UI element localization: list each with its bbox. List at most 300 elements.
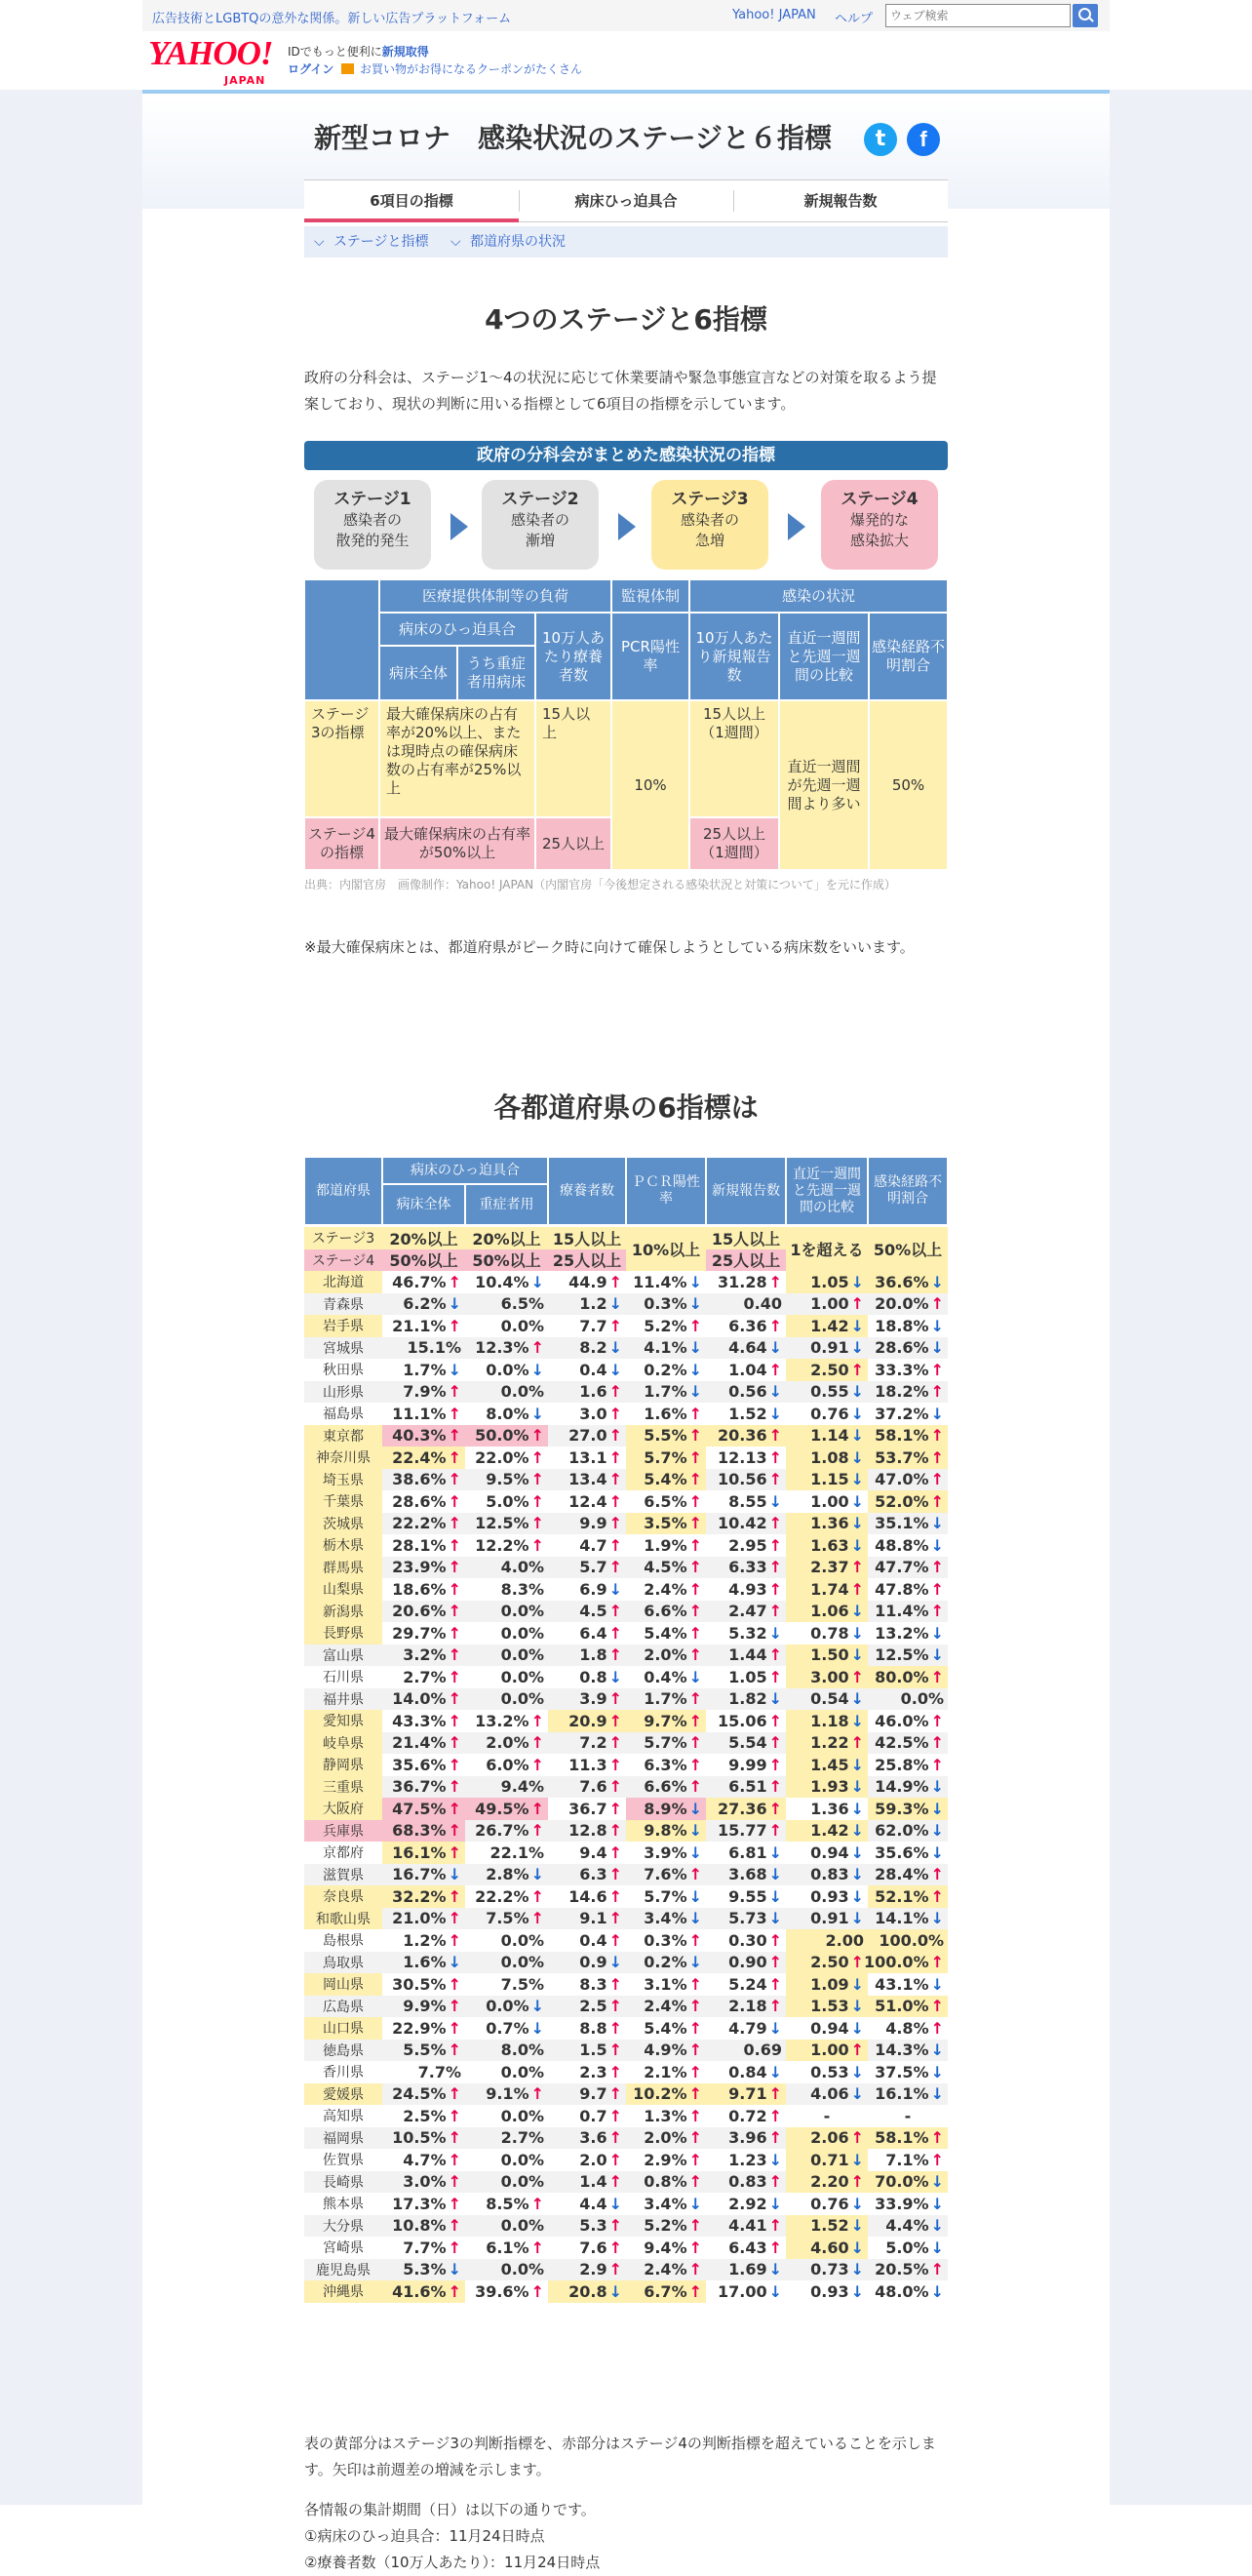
cell-value: 49.5% — [475, 1799, 529, 1818]
table-cell — [548, 1908, 626, 1930]
table-cell — [626, 1425, 706, 1447]
arrow-up-icon: ↑ — [448, 1316, 461, 1335]
cell-value: 5.3% — [403, 2260, 447, 2279]
cell-value: 2.3 — [579, 2062, 607, 2081]
cell-value: 1.04 — [728, 1360, 767, 1379]
table-cell — [868, 1622, 948, 1645]
cell-value: 3.0 — [579, 1404, 607, 1423]
table-cell — [548, 1578, 626, 1601]
cell-value: 14.0% — [392, 1689, 447, 1709]
cell-value: 6.6% — [644, 1777, 687, 1797]
arrow-up-icon: ↑ — [930, 1491, 944, 1511]
cell-value: 1.63 — [810, 1535, 849, 1555]
cell-value: 3.4% — [644, 1909, 687, 1928]
cell-value: 1.44 — [728, 1645, 767, 1665]
arrow-down-icon: ↓ — [930, 1272, 944, 1291]
prefecture-name — [304, 1996, 382, 2018]
stage-3-box: ステージ3 感染者の 急増 — [651, 480, 768, 570]
arrow-up-icon: ↑ — [768, 1667, 782, 1686]
table-cell — [465, 1666, 548, 1688]
cell-value: 奈良県 — [323, 1889, 364, 1906]
arrow-up-icon: ↑ — [608, 1843, 622, 1862]
table-cell — [868, 2061, 948, 2083]
cell-value: 4.9% — [644, 2041, 687, 2060]
table-cell — [868, 2105, 948, 2127]
arrow-up-icon: ↑ — [448, 2150, 461, 2169]
yahoo-japan-link[interactable]: Yahoo! JAPAN — [732, 8, 816, 22]
cell-value: 16.7% — [392, 1865, 447, 1884]
table-cell — [382, 2171, 465, 2194]
arrow-up-icon: ↑ — [688, 1514, 702, 1533]
table-cell — [626, 2237, 706, 2259]
table-cell — [868, 1490, 948, 1513]
arrow-up-icon: ↑ — [608, 2084, 622, 2104]
stage-threshold-s3: 1を超える — [786, 1227, 868, 1271]
cell-value: 44.9 — [568, 1272, 607, 1291]
table-cell — [706, 1973, 786, 1996]
arrow-up-icon: ↑ — [608, 1602, 622, 1621]
arrow-down-icon: ↓ — [930, 1909, 944, 1928]
cell-value: 7.5% — [500, 1974, 544, 1994]
table-cell — [382, 2105, 465, 2127]
cell-value: 0.72 — [728, 2106, 767, 2125]
cell-value: 沖縄県 — [323, 2284, 364, 2301]
cell-value: 1.05 — [728, 1667, 767, 1686]
cell-value: 0.93 — [810, 2281, 849, 2301]
cell-value: 7.6 — [579, 1777, 607, 1797]
table-cell — [868, 1645, 948, 1667]
table-cell — [868, 1447, 948, 1469]
cell-value: 10.4% — [475, 1272, 529, 1291]
arrow-up-icon: ↑ — [768, 1645, 782, 1665]
cell-value: 2.47 — [728, 1602, 767, 1621]
id-promo: IDでもっと便利に新規取得 ログイン お買い物がお得になるクーポンがたくさん — [288, 45, 583, 76]
table-cell — [786, 1710, 868, 1732]
prefecture-name — [304, 2105, 382, 2127]
table-cell — [626, 1534, 706, 1557]
login-link[interactable]: ログイン — [288, 62, 334, 76]
twitter-icon[interactable]: t — [864, 123, 897, 156]
table-cell — [868, 1534, 948, 1557]
cell-value: 0.0% — [500, 1930, 544, 1950]
table-cell — [465, 1315, 548, 1337]
cell-value: 佐賀県 — [323, 2153, 364, 2169]
stage-threshold-s3: ステージ3 — [304, 1227, 382, 1249]
cell-value: 48.0% — [875, 2281, 929, 2301]
table-cell — [868, 1271, 948, 1293]
cell-value: 39.6% — [475, 2281, 529, 2301]
promo-link[interactable]: 広告技術とLGBTQの意外な関係。新しい広告プラットフォーム — [152, 12, 512, 26]
table-cell — [868, 1359, 948, 1381]
cell-value: 三重県 — [323, 1779, 364, 1796]
arrow-up-icon: ↑ — [448, 2238, 461, 2257]
cell-value: 7.7% — [417, 2062, 461, 2081]
table-cell — [706, 2280, 786, 2303]
cell-value: 20.0% — [875, 1294, 929, 1314]
cell-value: 17.00 — [717, 2281, 767, 2301]
cell-value: 0.0% — [500, 1382, 544, 1402]
table-cell — [548, 1601, 626, 1623]
table-cell — [786, 1929, 868, 1952]
cell-value: 1.00 — [810, 1294, 849, 1314]
table-cell — [626, 2105, 706, 2127]
cell-value: 0.90 — [728, 1953, 767, 1972]
table-cell — [548, 2105, 626, 2127]
arrow-down-icon: ↓ — [850, 1514, 864, 1533]
arrow-up-icon: ↑ — [768, 1360, 782, 1379]
table-cell — [786, 1315, 868, 1337]
table-cell — [706, 1952, 786, 1974]
cell-value: 2.9% — [644, 2150, 687, 2169]
cell-value: 滋賀県 — [323, 1867, 364, 1883]
arrow-up-icon: ↑ — [608, 1514, 622, 1533]
cell-value: 2.4% — [644, 1997, 687, 2016]
prefecture-name — [304, 1688, 382, 1711]
table-cell — [465, 1820, 548, 1843]
table-cell — [626, 2061, 706, 2083]
table-cell — [465, 1557, 548, 1579]
table-cell — [465, 1447, 548, 1469]
table-cell — [548, 1425, 626, 1447]
table-cell — [706, 2171, 786, 2194]
cell-value: 18.8% — [875, 1316, 929, 1335]
arrow-up-icon: ↑ — [930, 1602, 944, 1621]
cell-value: 68.3% — [392, 1821, 447, 1841]
table-cell — [382, 1929, 465, 1952]
table-cell — [465, 2259, 548, 2281]
cell-value: 2.7% — [500, 2128, 544, 2148]
table-cell — [786, 2149, 868, 2171]
table-notes: 表の黄部分はステージ3の判断指標を、赤部分はステージ4の判断指標を超えていることを示します。矢印は前週差の増減を示します。 各情報の集計期間（日）は以下の通りです。 ①病床のひっ迫具合：11月24日時点 ②療養者数（10万人あたり）：11月24日時点 — [304, 2435, 936, 2571]
cell-value: 11.1% — [392, 1404, 447, 1423]
cell-value: 11.3 — [568, 1755, 607, 1774]
cell-value: 33.3% — [875, 1360, 929, 1379]
cell-value: 12.4 — [568, 1491, 607, 1511]
cell-value: 1.15 — [810, 1470, 849, 1489]
cell-value: 1.4 — [579, 2172, 607, 2192]
table-cell — [548, 2259, 626, 2281]
arrow-down-icon: ↓ — [530, 1404, 544, 1423]
cell-value: 鹿児島県 — [316, 2262, 371, 2279]
arrow-up-icon: ↑ — [608, 2238, 622, 2257]
search-icon[interactable] — [1073, 4, 1098, 27]
cell-value: 0.4% — [644, 1667, 687, 1686]
arrow-up-icon: ↑ — [930, 2018, 944, 2038]
cell-value: 3.1% — [644, 1974, 687, 1994]
arrow-up-icon: ↑ — [850, 2041, 864, 2060]
cell-value: 0.0% — [500, 1316, 544, 1335]
cell-value: 9.8% — [644, 1821, 687, 1841]
table-cell — [382, 2127, 465, 2150]
arrow-up-icon: ↑ — [530, 1491, 544, 1511]
chevron-down-icon: ⌵ — [450, 234, 461, 250]
table-cell — [382, 1359, 465, 1381]
prefecture-name — [304, 2083, 382, 2106]
cell-value: 9.9% — [403, 1997, 447, 2016]
tab-bar — [304, 179, 948, 222]
table-cell — [868, 2215, 948, 2238]
prefecture-name — [304, 1513, 382, 1535]
arrow-down-icon: ↓ — [850, 1821, 864, 1841]
arrow-up-icon: ↑ — [530, 1886, 544, 1906]
table-cell — [382, 1513, 465, 1535]
coupon-link[interactable]: お買い物がお得になるクーポンがたくさん — [360, 62, 583, 76]
arrow-down-icon: ↓ — [930, 1777, 944, 1797]
anchor-stages[interactable]: ステージと指標 — [333, 234, 429, 250]
arrow-up-icon: ↑ — [850, 1579, 864, 1599]
arrow-down-icon: ↓ — [930, 2281, 944, 2301]
arrow-down-icon: ↓ — [768, 1843, 782, 1862]
table-cell — [382, 2040, 465, 2062]
table-cell — [786, 1534, 868, 1557]
table-cell — [548, 2083, 626, 2106]
cell-value: 0.69 — [743, 2041, 782, 2060]
prefecture-name — [304, 1666, 382, 1688]
figure-title: 政府の分科会がまとめた感染状況の指標 — [304, 441, 948, 470]
table-cell — [786, 1557, 868, 1579]
table-cell — [786, 1337, 868, 1360]
arrow-up-icon: ↑ — [768, 1997, 782, 2016]
table-cell — [465, 2083, 548, 2106]
signup-link[interactable]: 新規取得 — [381, 45, 429, 59]
cell-value: 1.14 — [810, 1426, 849, 1446]
arrow-down-icon: ↓ — [850, 1426, 864, 1446]
arrow-up-icon: ↑ — [688, 2128, 702, 2148]
arrow-up-icon: ↑ — [930, 1865, 944, 1884]
cell-value: 2.00 — [825, 1930, 864, 1950]
cell-value: 5.4% — [644, 2018, 687, 2038]
cell-value: 9.4% — [644, 2238, 687, 2257]
table-cell — [548, 1447, 626, 1469]
anchor-prefectures[interactable]: 都道府県の状況 — [470, 234, 566, 250]
arrow-down-icon: ↓ — [850, 2150, 864, 2169]
arrow-up-icon: ↑ — [688, 1645, 702, 1665]
cell-value: 秋田県 — [323, 1363, 364, 1379]
stage-threshold-s3: 20%以上 — [465, 1227, 548, 1249]
table-cell — [626, 1513, 706, 1535]
cell-value: 長野県 — [323, 1626, 364, 1643]
table-cell — [868, 2083, 948, 2106]
cell-value: 41.6% — [392, 2281, 447, 2301]
cell-value: 1.23 — [728, 2150, 767, 2169]
table-cell — [786, 1952, 868, 1974]
arrow-down-icon: ↓ — [850, 1470, 864, 1489]
table-cell — [382, 1601, 465, 1623]
table-cell — [706, 1798, 786, 1820]
cell-value: 1.22 — [810, 1733, 849, 1753]
cell-value: 4.4% — [885, 2216, 929, 2236]
table-cell — [465, 1798, 548, 1820]
arrow-down-icon: ↓ — [850, 1909, 864, 1928]
cell-value: 2.18 — [728, 1997, 767, 2016]
arrow-up-icon: ↑ — [768, 1930, 782, 1950]
arrow-up-icon: ↑ — [448, 1997, 461, 2016]
arrow-up-icon: ↑ — [530, 1821, 544, 1841]
arrow-up-icon: ↑ — [530, 1447, 544, 1467]
arrow-down-icon: ↓ — [530, 2018, 544, 2038]
arrow-down-icon: ↓ — [688, 1821, 702, 1841]
arrow-up-icon: ↑ — [768, 1777, 782, 1797]
prefecture-name — [304, 1973, 382, 1996]
arrow-down-icon: ↓ — [850, 2062, 864, 2081]
cell-value: 0.0% — [500, 1953, 544, 1972]
arrow-down-icon: ↓ — [608, 2281, 622, 2301]
cell-value: 20.5% — [875, 2260, 929, 2279]
cell-value: 12.13 — [717, 1447, 767, 1467]
table-cell — [465, 2061, 548, 2083]
table-cell — [548, 1710, 626, 1732]
tab-bed-pressure[interactable]: 病床ひっ迫具合 — [574, 192, 678, 210]
cell-value: 43.3% — [392, 1711, 447, 1730]
table-cell — [868, 2193, 948, 2215]
arrow-up-icon: ↑ — [688, 1447, 702, 1467]
cell-value: 3.0% — [403, 2172, 447, 2192]
header-recuperate: 療養者数 — [548, 1157, 626, 1225]
cell-value: 1.52 — [728, 1404, 767, 1423]
table-cell — [706, 1929, 786, 1952]
cell-value: 47.5% — [392, 1799, 447, 1818]
cell-value: 8.0% — [486, 1404, 529, 1423]
cell-value: 0.78 — [810, 1623, 849, 1643]
table-cell — [786, 2127, 868, 2150]
tab-new-reports[interactable]: 新規報告数 — [803, 192, 878, 210]
table-cell — [706, 1645, 786, 1667]
figure-header-bed-all: 病床全体 — [379, 646, 457, 700]
cell-value: 0.0% — [500, 1667, 544, 1686]
table-cell — [465, 2237, 548, 2259]
table-cell — [626, 1710, 706, 1732]
cell-value: 20.36 — [717, 1426, 767, 1446]
arrow-up-icon: ↑ — [448, 2194, 461, 2213]
table-cell — [548, 1776, 626, 1799]
cell-value: 熊本県 — [323, 2197, 364, 2213]
table-cell — [786, 1688, 868, 1711]
arrow-up-icon: ↑ — [850, 1294, 864, 1314]
figure-header-compare: 直近一週間と先週一週間の比較 — [779, 613, 869, 700]
table-cell — [548, 1557, 626, 1579]
table-cell — [868, 2171, 948, 2194]
table-cell — [868, 1820, 948, 1843]
table-cell — [626, 1381, 706, 1404]
table-cell — [382, 2215, 465, 2238]
table-cell — [548, 1754, 626, 1776]
figure-pcr-value: 10% — [611, 700, 689, 870]
table-cell — [465, 1293, 548, 1316]
arrow-down-icon: ↓ — [930, 2041, 944, 2060]
arrow-up-icon: ↑ — [688, 1974, 702, 1994]
table-cell — [626, 1622, 706, 1645]
cell-value: 0.0% — [500, 2172, 544, 2192]
arrow-down-icon: ↓ — [530, 1360, 544, 1379]
table-cell — [786, 1490, 868, 1513]
arrow-down-icon: ↓ — [688, 1360, 702, 1379]
arrow-down-icon: ↓ — [930, 2084, 944, 2104]
table-cell — [868, 1908, 948, 1930]
yahoo-logo[interactable]: YAHOO! JAPAN — [148, 34, 273, 87]
facebook-icon[interactable]: f — [907, 123, 940, 156]
cell-value: 2.20 — [810, 2172, 849, 2192]
header-pcr: ＰＣＲ陽性率 — [626, 1157, 706, 1225]
cell-value: 6.36 — [728, 1316, 767, 1335]
cell-value: 11.4% — [875, 1602, 929, 1621]
arrow-up-icon: ↑ — [768, 2128, 782, 2148]
cell-value: 16.1% — [875, 2084, 929, 2104]
arrow-up-icon: ↑ — [930, 1579, 944, 1599]
table-cell — [465, 1952, 548, 1974]
arrow-down-icon: ↓ — [930, 2216, 944, 2236]
table-cell — [465, 1688, 548, 1711]
help-link[interactable]: ヘルプ — [835, 12, 874, 26]
cell-value: 7.9% — [403, 1382, 447, 1402]
table-cell — [548, 1929, 626, 1952]
cell-value: 0.0% — [486, 1997, 529, 2016]
arrow-up-icon: ↑ — [768, 1821, 782, 1841]
cell-value: 1.93 — [810, 1777, 849, 1797]
stage-threshold-s4: 25人以上 — [706, 1249, 786, 1272]
cell-value: 3.9 — [579, 1689, 607, 1709]
cell-value: 0.55 — [810, 1382, 849, 1402]
cell-value: 4.41 — [728, 2216, 767, 2236]
table-cell — [626, 1645, 706, 1667]
arrow-up-icon: ↑ — [930, 1711, 944, 1730]
table-cell — [465, 2149, 548, 2171]
table-cell — [465, 2127, 548, 2150]
table-cell — [626, 1776, 706, 1799]
prefecture-name — [304, 1534, 382, 1557]
cell-value: 52.0% — [875, 1491, 929, 1511]
cell-value: 8.5% — [486, 2194, 529, 2213]
table-cell — [868, 1973, 948, 1996]
table-cell — [548, 1688, 626, 1711]
arrow-up-icon: ↑ — [448, 1689, 461, 1709]
arrow-up-icon: ↑ — [768, 2172, 782, 2192]
figure-header-medical: 医療提供体制等の負荷 — [379, 579, 611, 613]
header-compare: 直近一週間と先週一週間の比較 — [786, 1157, 868, 1225]
table-cell — [465, 1469, 548, 1491]
cell-value: 11.4% — [633, 1272, 687, 1291]
table-cell — [626, 1490, 706, 1513]
arrow-up-icon: ↑ — [930, 1558, 944, 1577]
cell-value: 15.1% — [407, 1338, 461, 1358]
arrow-down-icon: ↓ — [688, 1909, 702, 1928]
arrow-up-icon: ↑ — [530, 1799, 544, 1818]
arrow-right-icon — [618, 513, 636, 540]
cell-value: 0.3% — [644, 1930, 687, 1950]
prefecture-name — [304, 1776, 382, 1799]
stage-threshold-s3: 10%以上 — [626, 1227, 706, 1271]
table-cell — [626, 1293, 706, 1316]
cell-value: 愛知県 — [323, 1714, 364, 1730]
arrow-up-icon: ↑ — [448, 1843, 461, 1862]
arrow-down-icon: ↓ — [608, 1294, 622, 1314]
cell-value: 3.6 — [579, 2128, 607, 2148]
stage-threshold-s4: 25人以上 — [548, 1249, 626, 1272]
cell-value: 2.0% — [486, 1733, 529, 1753]
cell-value: 23.9% — [392, 1558, 447, 1577]
figure-stage4-new: 25人以上（1週間） — [689, 817, 779, 870]
arrow-up-icon: ↑ — [608, 1997, 622, 2016]
arrow-down-icon: ↓ — [608, 1360, 622, 1379]
arrow-down-icon: ↓ — [930, 2062, 944, 2081]
table-cell — [382, 1403, 465, 1425]
cell-value: 70.0% — [875, 2172, 929, 2192]
table-cell — [786, 2280, 868, 2303]
tab-six-indicators[interactable]: 6項目の指標 — [304, 180, 519, 222]
arrow-up-icon: ↑ — [688, 1535, 702, 1555]
search-input[interactable] — [885, 4, 1071, 27]
table-cell — [868, 1929, 948, 1952]
table-cell — [706, 1271, 786, 1293]
